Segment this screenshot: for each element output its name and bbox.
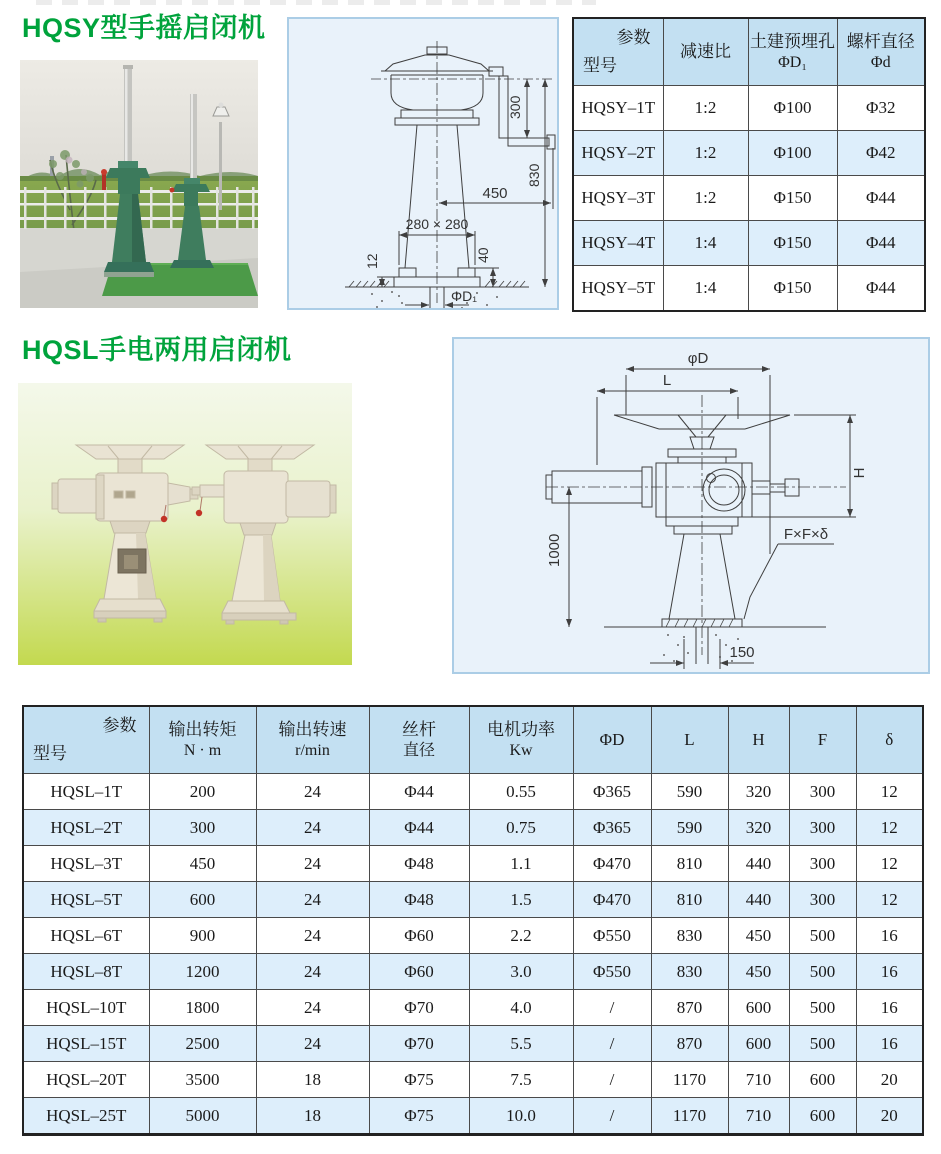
table-row	[23, 810, 923, 846]
value-cell: 3500	[149, 1062, 256, 1098]
value-cell: 1:2	[663, 131, 748, 176]
value-cell: 1170	[651, 1098, 728, 1135]
model-cell: HQSY–3T	[573, 176, 663, 221]
table-row	[573, 131, 925, 176]
corner-param-label: 参数	[102, 716, 137, 735]
table-row	[23, 990, 923, 1026]
col-header-output-torque: 输出转矩 N · m	[149, 706, 256, 774]
hqsy-dimension-drawing	[289, 19, 557, 308]
value-cell: Φ44	[837, 176, 925, 221]
value-cell: 450	[728, 918, 789, 954]
value-cell: /	[573, 1098, 651, 1135]
hqsl-product-photo	[18, 383, 352, 665]
value-cell: 300	[789, 882, 856, 918]
corner-model-label: 型号	[33, 743, 67, 763]
value-cell: 450	[728, 954, 789, 990]
value-cell: 300	[149, 810, 256, 846]
value-cell: 870	[651, 990, 728, 1026]
dim-label-L: L	[662, 372, 672, 389]
value-cell: 300	[789, 774, 856, 810]
value-cell: 870	[651, 1026, 728, 1062]
value-cell: Φ32	[837, 86, 925, 131]
model-cell: HQSL–3T	[23, 846, 149, 882]
corner-model-label: 型号	[583, 55, 617, 75]
dim-label-FxFxd: F×F×δ	[783, 526, 829, 543]
header-row	[573, 18, 925, 86]
value-cell: Φ365	[573, 810, 651, 846]
value-cell: 810	[651, 882, 728, 918]
value-cell: 320	[728, 810, 789, 846]
value-cell: 440	[728, 846, 789, 882]
value-cell: 16	[856, 1026, 923, 1062]
dim-label-1000: 1000	[546, 533, 563, 567]
table-row	[573, 266, 925, 312]
value-cell: 1:4	[663, 221, 748, 266]
value-cell: Φ44	[369, 774, 469, 810]
value-cell: 810	[651, 846, 728, 882]
model-cell: HQSL–2T	[23, 810, 149, 846]
dimension-lines	[377, 79, 553, 305]
value-cell: Φ470	[573, 882, 651, 918]
model-cell: HQSL–15T	[23, 1026, 149, 1062]
value-cell: Φ70	[369, 1026, 469, 1062]
hqsl-table-body	[23, 774, 923, 1135]
table-row	[23, 882, 923, 918]
value-cell: 710	[728, 1098, 789, 1135]
hqsl-spec-table	[22, 705, 924, 1136]
value-cell: 500	[789, 918, 856, 954]
value-cell: 1.5	[469, 882, 573, 918]
corner-header-cell	[23, 706, 149, 774]
value-cell: 0.75	[469, 810, 573, 846]
dim-label-H: H	[851, 467, 868, 479]
value-cell: Φ75	[369, 1098, 469, 1135]
value-cell: 12	[856, 846, 923, 882]
value-cell: 1:2	[663, 176, 748, 221]
value-cell: 12	[856, 882, 923, 918]
value-cell: 300	[789, 846, 856, 882]
value-cell: 24	[256, 1026, 369, 1062]
value-cell: 3.0	[469, 954, 573, 990]
col-header-delta: δ	[856, 706, 923, 774]
value-cell: 16	[856, 954, 923, 990]
value-cell: 24	[256, 774, 369, 810]
hqsy-dimension-drawing-panel	[287, 17, 559, 310]
value-cell: /	[573, 990, 651, 1026]
value-cell: Φ42	[837, 131, 925, 176]
col-header-L: L	[651, 706, 728, 774]
value-cell: Φ550	[573, 954, 651, 990]
value-cell: 12	[856, 774, 923, 810]
value-cell: Φ150	[748, 221, 837, 266]
value-cell: 5000	[149, 1098, 256, 1135]
table-row	[23, 1098, 923, 1135]
table-row	[23, 774, 923, 810]
hqsy-section-heading: HQSY型手摇启闭机	[22, 13, 266, 43]
value-cell: Φ150	[748, 266, 837, 312]
hqsy-product-photo	[20, 60, 258, 308]
value-cell: 500	[789, 990, 856, 1026]
model-cell: HQSL–8T	[23, 954, 149, 990]
value-cell: 24	[256, 810, 369, 846]
model-cell: HQSL–1T	[23, 774, 149, 810]
value-cell: Φ550	[573, 918, 651, 954]
col-header-embedded-hole: 土建预埋孔 ΦD₁	[748, 18, 837, 86]
value-cell: 500	[789, 1026, 856, 1062]
value-cell: Φ70	[369, 990, 469, 1026]
value-cell: 900	[149, 918, 256, 954]
value-cell: 1800	[149, 990, 256, 1026]
hqsl-section-heading: HQSL手电两用启闭机	[22, 335, 292, 365]
value-cell: 830	[651, 918, 728, 954]
value-cell: 24	[256, 918, 369, 954]
value-cell: 600	[149, 882, 256, 918]
concrete-stipple	[371, 291, 498, 308]
value-cell: 2.2	[469, 918, 573, 954]
table-row	[23, 918, 923, 954]
value-cell: 830	[651, 954, 728, 990]
col-header-H: H	[728, 706, 789, 774]
value-cell: 600	[728, 1026, 789, 1062]
model-cell: HQSL–6T	[23, 918, 149, 954]
model-cell: HQSL–25T	[23, 1098, 149, 1135]
table-row	[23, 846, 923, 882]
col-header-output-speed: 输出转速 r/min	[256, 706, 369, 774]
value-cell: Φ48	[369, 882, 469, 918]
model-cell: HQSL–5T	[23, 882, 149, 918]
value-cell: 2500	[149, 1026, 256, 1062]
value-cell: 500	[789, 954, 856, 990]
value-cell: Φ365	[573, 774, 651, 810]
value-cell: Φ470	[573, 846, 651, 882]
dim-label-12: 12	[364, 253, 380, 269]
value-cell: 12	[856, 810, 923, 846]
value-cell: 24	[256, 990, 369, 1026]
hqsy-spec-table	[572, 17, 926, 312]
dim-label-830: 830	[526, 163, 542, 187]
value-cell: /	[573, 1062, 651, 1098]
value-cell: 24	[256, 954, 369, 990]
value-cell: Φ60	[369, 954, 469, 990]
dim-label-phiD: φD	[687, 350, 709, 367]
value-cell: 16	[856, 918, 923, 954]
value-cell: 590	[651, 810, 728, 846]
value-cell: 18	[256, 1062, 369, 1098]
value-cell: Φ44	[369, 810, 469, 846]
value-cell: 4.0	[469, 990, 573, 1026]
value-cell: Φ75	[369, 1062, 469, 1098]
value-cell: 5.5	[469, 1026, 573, 1062]
value-cell: Φ100	[748, 86, 837, 131]
table-row	[573, 86, 925, 131]
col-header-F: F	[789, 706, 856, 774]
value-cell: 600	[789, 1098, 856, 1135]
model-cell: HQSY–2T	[573, 131, 663, 176]
hqsl-dimension-drawing	[454, 339, 928, 672]
dim-label-300: 300	[507, 95, 523, 119]
table-row	[23, 1026, 923, 1062]
value-cell: 18	[256, 1098, 369, 1135]
value-cell: 16	[856, 990, 923, 1026]
col-header-phiD: ΦD	[573, 706, 651, 774]
dim-label-150: 150	[729, 644, 755, 661]
col-header-reduction: 减速比	[663, 18, 748, 86]
value-cell: 20	[856, 1062, 923, 1098]
value-cell: 200	[149, 774, 256, 810]
corner-param-label: 参数	[616, 28, 651, 47]
hqsl-dimension-drawing-panel	[452, 337, 930, 674]
value-cell: Φ60	[369, 918, 469, 954]
value-cell: 1.1	[469, 846, 573, 882]
hqsy-table-body	[573, 86, 925, 312]
value-cell: 1:4	[663, 266, 748, 312]
value-cell: Φ48	[369, 846, 469, 882]
value-cell: 590	[651, 774, 728, 810]
model-cell: HQSL–20T	[23, 1062, 149, 1098]
value-cell: 450	[149, 846, 256, 882]
model-cell: HQSL–10T	[23, 990, 149, 1026]
value-cell: 1:2	[663, 86, 748, 131]
value-cell: 24	[256, 846, 369, 882]
value-cell: 20	[856, 1098, 923, 1135]
model-cell: HQSY–4T	[573, 221, 663, 266]
model-cell: HQSY–5T	[573, 266, 663, 312]
dim-label-base: 280 × 280	[405, 216, 469, 232]
photo-scene	[20, 60, 258, 308]
value-cell: 1170	[651, 1062, 728, 1098]
dim-label-40: 40	[475, 247, 491, 263]
photo-background	[18, 383, 352, 665]
value-cell: 1200	[149, 954, 256, 990]
value-cell: 320	[728, 774, 789, 810]
value-cell: 10.0	[469, 1098, 573, 1135]
value-cell: Φ44	[837, 221, 925, 266]
value-cell: 300	[789, 810, 856, 846]
value-cell: 7.5	[469, 1062, 573, 1098]
value-cell: 440	[728, 882, 789, 918]
table-row	[23, 1062, 923, 1098]
dim-label-holeD1: ΦD₁	[451, 288, 478, 304]
value-cell: 24	[256, 882, 369, 918]
scan-artifact	[36, 0, 596, 5]
model-cell: HQSY–1T	[573, 86, 663, 131]
value-cell: Φ44	[837, 266, 925, 312]
value-cell: 600	[728, 990, 789, 1026]
value-cell: /	[573, 1026, 651, 1062]
table-row	[573, 176, 925, 221]
header-row	[23, 706, 923, 774]
corner-header-cell	[573, 18, 663, 86]
col-header-screw-dia: 丝杆 直径	[369, 706, 469, 774]
value-cell: 600	[789, 1062, 856, 1098]
table-row	[23, 954, 923, 990]
value-cell: Φ100	[748, 131, 837, 176]
col-header-screw-dia: 螺杆直径 Φd	[837, 18, 925, 86]
value-cell: 0.55	[469, 774, 573, 810]
value-cell: Φ150	[748, 176, 837, 221]
table-row	[573, 221, 925, 266]
dim-label-450: 450	[482, 185, 508, 202]
value-cell: 710	[728, 1062, 789, 1098]
col-header-motor-power: 电机功率 Kw	[469, 706, 573, 774]
